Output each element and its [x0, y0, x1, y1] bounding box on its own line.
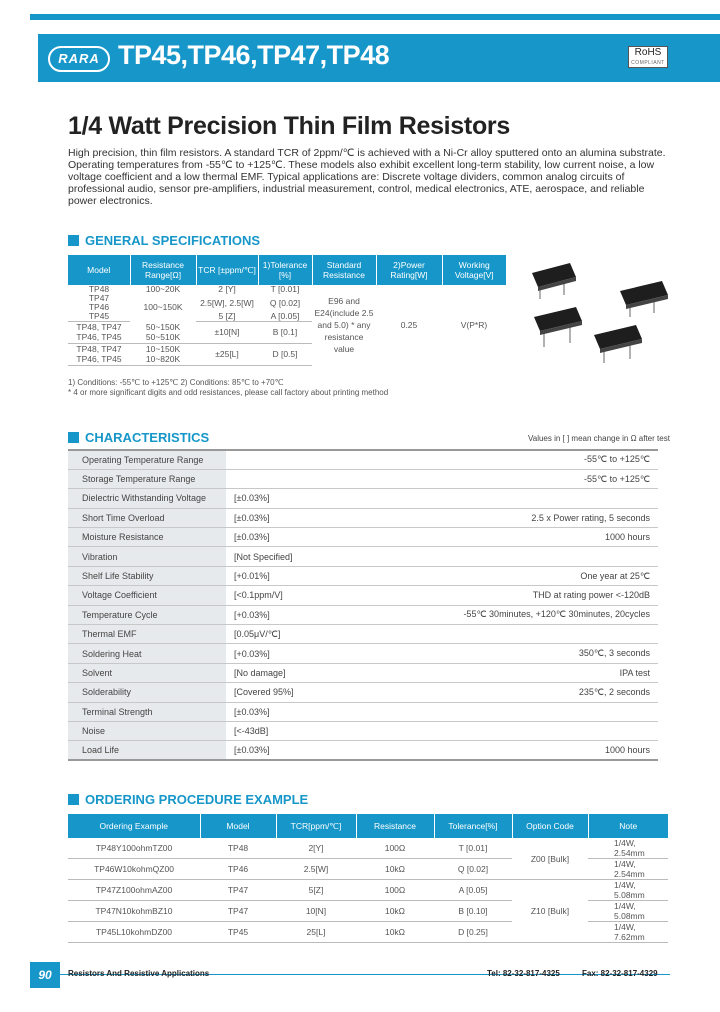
order-model: TP47 — [200, 901, 276, 922]
col-header: Tolerance[%] — [434, 814, 512, 838]
char-condition: 2.5 x Power rating, 5 seconds — [426, 508, 658, 527]
char-condition: 235℃, 2 seconds — [426, 683, 658, 702]
order-resistance: 10kΩ — [356, 901, 434, 922]
char-name: Temperature Cycle — [68, 605, 226, 624]
ordering-heading: ORDERING PROCEDURE EXAMPLE — [68, 792, 308, 807]
order-tolerance: D [0.25] — [434, 922, 512, 943]
table-cell: 2 [Y] — [218, 284, 236, 294]
general-footnotes — [68, 378, 388, 398]
table-row — [68, 880, 668, 901]
char-change: [Covered 95%] — [226, 683, 426, 702]
order-note: 1/4W, 2.54mm — [588, 859, 668, 880]
footer-fax: Fax: 82-32-817-4329 — [582, 969, 658, 978]
col-header: Model — [200, 814, 276, 838]
char-change: [No damage] — [226, 663, 426, 682]
table-row — [68, 605, 658, 624]
char-name: Dielectric Withstanding Voltage — [68, 489, 226, 508]
order-option: Z00 [Bulk] — [512, 838, 588, 880]
table-cell: 10~820K — [130, 355, 196, 366]
char-condition: One year at 25℃ — [426, 566, 658, 585]
char-name: Soldering Heat — [68, 644, 226, 663]
char-name: Vibration — [68, 547, 226, 566]
table-row — [68, 838, 668, 859]
char-change: [±0.03%] — [226, 702, 426, 721]
char-name: Terminal Strength — [68, 702, 226, 721]
model-title: TP45,TP46,TP47,TP48 — [118, 40, 390, 70]
resistor-icon — [594, 325, 642, 363]
order-tcr: 25[L] — [276, 922, 356, 943]
rohs-sublabel: COMPLIANT — [631, 60, 665, 66]
char-change: [0.05μV/℃] — [226, 625, 426, 644]
order-example: TP45L10kohmDZ00 — [68, 922, 200, 943]
col-header: Ordering Example — [68, 814, 200, 838]
col-header: 2)Power Rating[W] — [376, 255, 442, 285]
col-header: TCR [±ppm/℃] — [196, 255, 258, 285]
order-note: 1/4W, 5.08mm — [588, 880, 668, 901]
char-name: Short Time Overload — [68, 508, 226, 527]
table-cell: TP46 — [88, 302, 110, 312]
resistor-product-photo — [512, 255, 680, 365]
table-cell: TP45 — [68, 312, 130, 322]
table-cell: 0.25 — [400, 319, 418, 330]
table-cell: A [0.05] — [258, 312, 312, 322]
table-row — [68, 663, 658, 682]
table-cell: 2.5[W], 2.5[W] — [200, 297, 254, 308]
order-tcr: 2[Y] — [276, 838, 356, 859]
table-cell: V(P*R) — [460, 319, 488, 330]
footer-tel: Tel: 82-32-817-4325 — [487, 969, 560, 978]
table-cell: TP46, TP45 — [68, 355, 130, 366]
col-header: Resistance Range[Ω] — [130, 255, 196, 285]
char-name: Operating Temperature Range — [68, 450, 226, 469]
general-spec-table — [68, 255, 506, 366]
general-spec-heading: GENERAL SPECIFICATIONS — [68, 233, 260, 248]
char-change: [<0.1ppm/V] — [226, 586, 426, 605]
order-resistance: 10kΩ — [356, 922, 434, 943]
char-name: Noise — [68, 721, 226, 740]
table-cell: TP48, TP47 — [76, 321, 122, 332]
table-cell: Q [0.02] — [269, 297, 301, 308]
table-cell: E96 and E24(include 2.5 and 5.0) * any resistance value — [314, 296, 374, 355]
footnote-conditions: 1) Conditions: -55℃ to +125℃ 2) Conditions: 85℃ to +70℃ — [68, 378, 284, 387]
char-name: Moisture Resistance — [68, 528, 226, 547]
rohs-label: RoHS — [634, 47, 662, 58]
char-change — [226, 450, 426, 469]
table-cell: TP46, TP45 — [68, 333, 130, 344]
table-row — [68, 566, 658, 585]
header-top-stripe — [30, 14, 720, 20]
table-cell: T [0.01] — [270, 284, 300, 294]
table-cell: 100~20K — [145, 284, 181, 294]
footnote-printing: * 4 or more significant digits and odd resistances, please call factory about printing method — [68, 388, 389, 397]
col-header: 1)Tolerance [%] — [258, 255, 312, 285]
resistor-icon — [620, 281, 668, 317]
order-tcr: 2.5[W] — [276, 859, 356, 880]
order-tolerance: T [0.01] — [434, 838, 512, 859]
table-row — [68, 528, 658, 547]
resistor-icon — [532, 263, 576, 299]
order-tcr: 10[N] — [276, 901, 356, 922]
page-number: 90 — [30, 962, 60, 988]
char-change: [±0.03%] — [226, 508, 426, 527]
page-title: 1/4 Watt Precision Thin Film Resistors — [68, 112, 510, 140]
order-note: 1/4W, 5.08mm — [588, 901, 668, 922]
table-cell: 50~150K — [145, 321, 181, 332]
table-cell: 100~150K — [143, 302, 183, 313]
order-note: 1/4W, 7.62mm — [588, 922, 668, 943]
char-condition — [426, 547, 658, 566]
table-row — [68, 450, 658, 469]
char-condition: IPA test — [426, 663, 658, 682]
col-header: Resistance — [356, 814, 434, 838]
ordering-table — [68, 814, 668, 943]
table-cell: B [0.1] — [258, 322, 312, 344]
table-cell: TP47 — [88, 293, 110, 303]
table-cell: 5 [Z] — [196, 312, 258, 322]
table-cell: D [0.5] — [258, 344, 312, 366]
table-row — [68, 683, 658, 702]
characteristics-heading: CHARACTERISTICS — [68, 430, 209, 445]
char-name: Solderability — [68, 683, 226, 702]
char-change: [+0.01%] — [226, 566, 426, 585]
col-header: Model — [68, 255, 130, 285]
table-row — [68, 489, 658, 508]
char-condition: -55℃ to +125℃ — [426, 469, 658, 488]
characteristics-note: Values in [ ] mean change in Ω after test — [528, 434, 670, 443]
char-change: [±0.03%] — [226, 489, 426, 508]
table-row — [68, 469, 658, 488]
char-change: [+0.03%] — [226, 605, 426, 624]
table-cell: ±25[L] — [196, 344, 258, 366]
col-header: Working Voltage[V] — [442, 255, 506, 285]
resistor-icon — [534, 307, 582, 347]
col-header: Option Code — [512, 814, 588, 838]
table-cell: ±10[N] — [196, 322, 258, 344]
order-example: TP47N10kohmBZ10 — [68, 901, 200, 922]
char-condition — [426, 625, 658, 644]
col-header: Note — [588, 814, 668, 838]
char-condition — [426, 489, 658, 508]
table-row — [68, 586, 658, 605]
table-row — [68, 721, 658, 740]
order-model: TP46 — [200, 859, 276, 880]
char-name: Storage Temperature Range — [68, 469, 226, 488]
order-resistance: 100Ω — [356, 880, 434, 901]
characteristics-table — [68, 449, 658, 761]
table-cell: TP48, TP47 — [76, 343, 122, 354]
order-model: TP47 — [200, 880, 276, 901]
char-change: [Not Specified] — [226, 547, 426, 566]
char-change: [+0.03%] — [226, 644, 426, 663]
char-name: Solvent — [68, 663, 226, 682]
section-marker-icon — [68, 235, 79, 246]
rohs-badge — [628, 46, 668, 68]
order-note: 1/4W, 2.54mm — [588, 838, 668, 859]
table-cell: 50~510K — [130, 333, 196, 344]
header-banner — [0, 0, 720, 112]
table-row — [68, 702, 658, 721]
char-condition — [426, 721, 658, 740]
order-tolerance: Q [0.02] — [434, 859, 512, 880]
order-tolerance: A [0.05] — [434, 880, 512, 901]
table-row — [68, 741, 658, 760]
char-change: [±0.03%] — [226, 741, 426, 760]
table-row — [68, 625, 658, 644]
char-change: [±0.03%] — [226, 528, 426, 547]
order-resistance: 100Ω — [356, 838, 434, 859]
col-header: Standard Resistance — [312, 255, 376, 285]
char-condition: 350℃, 3 seconds — [426, 644, 658, 663]
footer-title: Resistors And Resistive Applications — [68, 969, 210, 978]
table-row — [68, 508, 658, 527]
order-option: Z10 [Bulk] — [512, 880, 588, 943]
order-tcr: 5[Z] — [276, 880, 356, 901]
order-example: TP47Z100ohmAZ00 — [68, 880, 200, 901]
order-example: TP46W10kohmQZ00 — [68, 859, 200, 880]
intro-paragraph: High precision, thin film resistors. A standard TCR of 2ppm/℃ is achieved with a Ni-Cr alloy sputtered onto an alumina substrate. Operating temperatures from -55℃ to +125℃. These models also exhibit excellent long-term stability, low current noise, a low voltage coefficient and a low thermal EMF. Typical applications are: Discrete voltage dividers, common analog circuits of professional audio, sensor pre-amplifiers, industrial measurement, control, medical electronics, ATE, aerospace, and reliable power electronics. — [68, 147, 666, 207]
order-model: TP45 — [200, 922, 276, 943]
order-tolerance: B [0.10] — [434, 901, 512, 922]
char-name: Load Life — [68, 741, 226, 760]
char-condition: -55℃ 30minutes, +120℃ 30minutes, 20cycles — [426, 605, 658, 624]
table-cell: TP48 — [88, 284, 110, 294]
col-header: TCR[ppm/℃] — [276, 814, 356, 838]
table-cell: 10~150K — [145, 343, 181, 354]
char-name: Voltage Coefficient — [68, 586, 226, 605]
char-change: [<-43dB] — [226, 721, 426, 740]
order-resistance: 10kΩ — [356, 859, 434, 880]
char-change — [226, 469, 426, 488]
order-model: TP48 — [200, 838, 276, 859]
char-name: Shelf Life Stability — [68, 566, 226, 585]
char-condition: 1000 hours — [426, 528, 658, 547]
brand-logo: RARA — [48, 46, 110, 72]
page-footer — [0, 962, 720, 988]
char-name: Thermal EMF — [68, 625, 226, 644]
table-row — [68, 644, 658, 663]
char-condition: 1000 hours — [426, 741, 658, 760]
char-condition — [426, 702, 658, 721]
section-marker-icon — [68, 794, 79, 805]
table-row — [68, 547, 658, 566]
char-condition: THD at rating power <-120dB — [426, 586, 658, 605]
char-condition: -55℃ to +125℃ — [426, 450, 658, 469]
section-marker-icon — [68, 432, 79, 443]
order-example: TP48Y100ohmTZ00 — [68, 838, 200, 859]
